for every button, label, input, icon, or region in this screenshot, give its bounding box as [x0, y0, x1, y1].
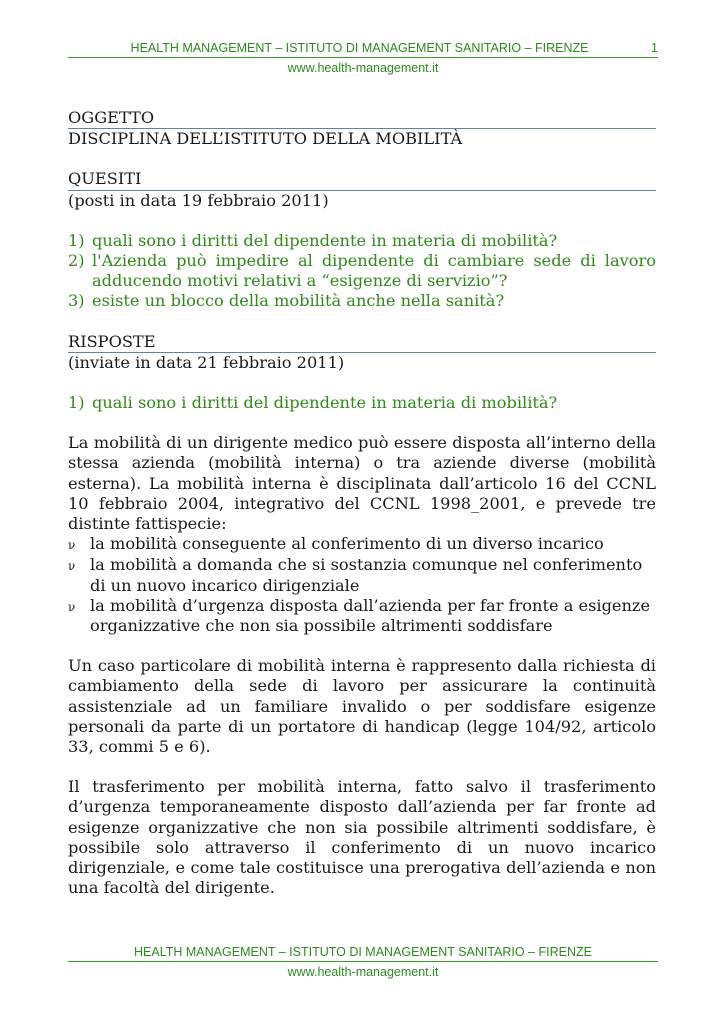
- list-item: [68, 596, 656, 636]
- oggetto-heading: OGGETTO: [68, 108, 656, 129]
- header-title: HEALTH MANAGEMENT – ISTITUTO DI MANAGEMENT SANITARIO – FIRENZE: [130, 41, 589, 55]
- item-number: 3): [68, 291, 85, 311]
- footer-title: HEALTH MANAGEMENT – ISTITUTO DI MANAGEMENT SANITARIO – FIRENZE: [134, 945, 592, 959]
- header-url[interactable]: www.health-management.it: [287, 61, 439, 75]
- list-item: [68, 393, 656, 413]
- risposte-date: (inviate in data 21 febbraio 2011): [68, 352, 345, 372]
- header-rule: [68, 41, 658, 58]
- footer-url[interactable]: www.health-management.it: [287, 965, 439, 979]
- bullet-icon: ν: [68, 599, 76, 614]
- bullet-text: la mobilità conseguente al conferimento di un diverso incarico: [90, 534, 604, 554]
- item-number: 1): [68, 230, 85, 250]
- page-number: 1: [651, 41, 658, 55]
- list-item: [68, 251, 656, 291]
- bullet-icon: ν: [68, 538, 76, 553]
- item-text: quali sono i diritti del dipendente in materia di mobilità?: [92, 230, 558, 250]
- item-number: 2): [68, 251, 85, 271]
- answer-paragraph-1: La mobilità di un dirigente medico può essere disposta all’interno della stessa azienda (mobilità interna) o tra aziende diverse (mobilità esterna). La mobilità interna è disciplinata dall’articolo 16 del CCNL 10 febbraio 2004, integrativo del CCNL 1998_2001, e prevede tre distinte fattispecie:: [68, 433, 656, 534]
- page-header: [68, 41, 658, 75]
- document-body: [68, 108, 656, 899]
- page-footer: [68, 945, 658, 979]
- quesiti-date: (posti in data 19 febbraio 2011): [68, 190, 329, 210]
- bullet-text: la mobilità d’urgenza disposta dall’azienda per far fronte a esigenze organizzative che non sia possibile altrimenti soddisfare: [90, 595, 651, 636]
- quesiti-list: [68, 231, 656, 312]
- risposte-question: [68, 393, 656, 413]
- item-text: esiste un blocco della mobilità anche nella sanità?: [92, 291, 505, 311]
- list-item: [68, 534, 656, 555]
- answer-paragraph-2: Un caso particolare di mobilità interna è rappresento dalla richiesta di cambiamento della sede di lavoro per assicurare la continuità assistenziale ad un familiare invalido o per soddisfare esigenze personali da parte di un portatore di handicap (legge 104/92, articolo 33, commi 5 e 6).: [68, 656, 656, 757]
- bullet-icon: ν: [68, 559, 76, 574]
- list-item: [68, 555, 656, 595]
- item-text: l'Azienda può impedire al dipendente di cambiare sede di lavoro adducendo motivi relativi a “esigenze di servizio”?: [92, 251, 656, 291]
- quesiti-heading: QUESITI: [68, 169, 656, 190]
- bullet-text: la mobilità a domanda che si sostanzia comunque nel conferimento di un nuovo incarico dirigenziale: [90, 555, 643, 595]
- fattispecie-list: [68, 534, 656, 636]
- risposte-heading: RISPOSTE: [68, 332, 656, 353]
- list-item: [68, 231, 656, 251]
- answer-paragraph-3: Il trasferimento per mobilità interna, fatto salvo il trasferimento d’urgenza temporaneamente disposto dall’azienda per far fronte ad esigenze organizzative che non sia possibile altrimenti soddisfare, è possibile solo attraverso il conferimento di un nuovo incarico dirigenziale, e come tale costituisce una prerogativa dell’azienda e non una facoltà del dirigente.: [68, 777, 656, 898]
- footer-rule: [68, 945, 658, 962]
- list-item: [68, 291, 656, 311]
- oggetto-text: DISCIPLINA DELL’ISTITUTO DELLA MOBILITÀ: [68, 129, 463, 149]
- item-number: 1): [68, 393, 85, 413]
- item-text: quali sono i diritti del dipendente in materia di mobilità?: [92, 393, 558, 413]
